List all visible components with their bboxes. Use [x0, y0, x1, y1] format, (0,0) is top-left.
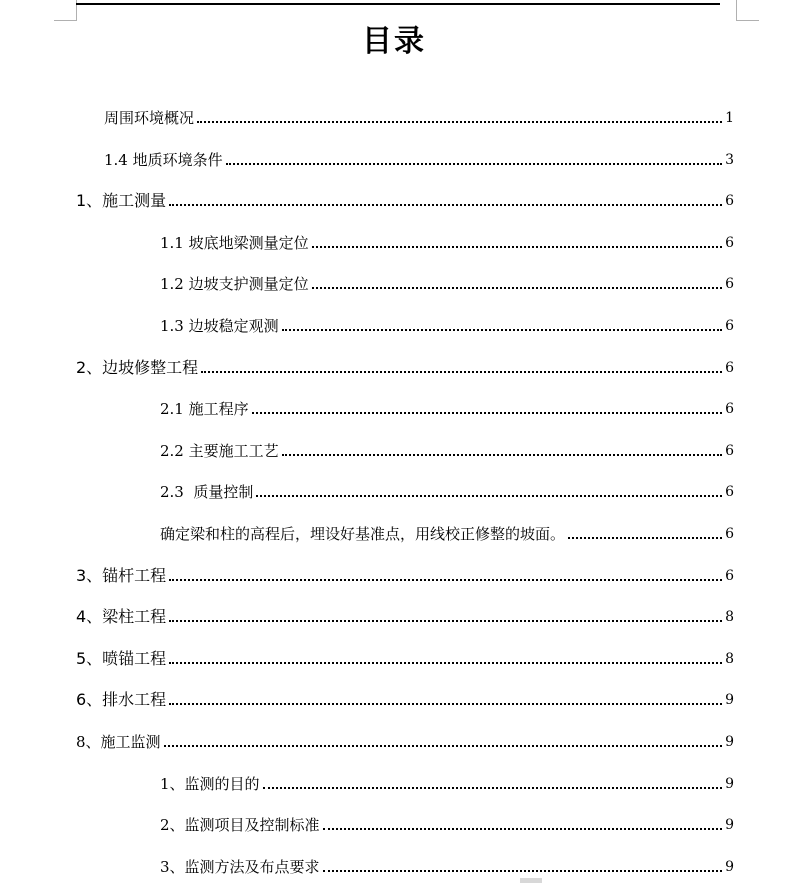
- toc-entry-page: 8: [725, 609, 734, 626]
- toc-entry-page: 6: [725, 276, 734, 293]
- toc-entry-page: 6: [725, 359, 734, 376]
- toc-leader-dots: [282, 329, 722, 331]
- toc-entry-label: 2.1 施工程序: [160, 400, 249, 419]
- toc-leader-dots: [197, 121, 722, 123]
- toc-leader-dots: [169, 620, 722, 622]
- toc-leader-dots: [201, 371, 722, 373]
- toc-entry[interactable]: [160, 437, 734, 461]
- toc-leader-dots: [312, 287, 722, 289]
- header-rule: [76, 3, 720, 5]
- toc-leader-dots: [169, 703, 722, 705]
- toc-entry[interactable]: [160, 520, 734, 544]
- toc-entry[interactable]: [76, 562, 734, 586]
- toc-entry-page: 8: [725, 650, 734, 667]
- toc-entry[interactable]: [160, 811, 734, 835]
- toc-entry-label: 确定梁和柱的高程后，埋设好基准点，用线校正修整的坡面。: [160, 525, 566, 543]
- toc-leader-dots: [312, 246, 722, 248]
- toc-entry[interactable]: [160, 853, 734, 877]
- toc-entry-page: 9: [725, 817, 734, 834]
- toc-entry-page: 6: [725, 193, 734, 210]
- toc-entry-page: 1: [725, 110, 734, 126]
- toc-entry-label: 2、监测项目及控制标准: [160, 816, 320, 835]
- toc-entry[interactable]: [76, 728, 734, 752]
- toc-entry-label: 2、边坡修整工程: [76, 357, 199, 377]
- toc-entry-label: 2.3 质量控制: [160, 483, 254, 502]
- toc-leader-dots: [252, 412, 722, 414]
- toc-entry-page: 6: [725, 567, 734, 584]
- toc-entry[interactable]: [76, 645, 734, 669]
- toc-entry[interactable]: [160, 478, 734, 502]
- toc-entry-label: 1、施工测量: [76, 191, 167, 211]
- toc-leader-dots: [323, 870, 723, 872]
- toc-entry[interactable]: [160, 229, 734, 253]
- toc-leader-dots: [164, 745, 723, 747]
- toc-entry[interactable]: [160, 312, 734, 336]
- toc-title: 目录: [362, 24, 426, 59]
- toc-leader-dots: [323, 828, 723, 830]
- toc-entry[interactable]: [76, 686, 734, 710]
- toc-entry-page: 3: [725, 151, 734, 168]
- toc-entry[interactable]: [160, 395, 734, 419]
- toc-entry-page: 6: [725, 526, 734, 542]
- toc-entry-page: 9: [725, 775, 734, 792]
- toc-entry-label: 3、监测方法及布点要求: [160, 857, 320, 876]
- toc-entry-label: 8、施工监测: [76, 733, 161, 751]
- toc-entry-label: 6、排水工程: [76, 690, 167, 710]
- toc-leader-dots: [169, 204, 722, 206]
- toc-leader-dots: [263, 787, 723, 789]
- toc-entry-page: 9: [725, 692, 734, 709]
- toc-entry[interactable]: [76, 354, 734, 378]
- toc-entry[interactable]: [160, 770, 734, 794]
- toc-entry-page: 6: [725, 442, 734, 459]
- toc-entry[interactable]: [104, 104, 734, 128]
- toc-entry-label: 1.4 地质环境条件: [104, 150, 223, 169]
- toc-leader-dots: [568, 537, 722, 539]
- toc-entry-label: 4、梁柱工程: [76, 607, 167, 627]
- toc-entry-page: 6: [725, 318, 734, 334]
- toc-entry[interactable]: [104, 146, 734, 170]
- toc-entry-label: 1.2 边坡支护测量定位: [160, 275, 309, 294]
- toc-leader-dots: [256, 495, 722, 497]
- toc-entry-label: 1、监测的目的: [160, 774, 260, 793]
- toc-entry[interactable]: [160, 270, 734, 294]
- toc-entry-label: 5、喷锚工程: [76, 648, 167, 668]
- toc-entry-label: 2.2 主要施工工艺: [160, 441, 279, 460]
- toc-entry[interactable]: [76, 187, 734, 211]
- toc-entry[interactable]: [76, 603, 734, 627]
- toc-entry-page: 6: [725, 401, 734, 418]
- toc-entry-page: 6: [725, 484, 734, 501]
- toc-leader-dots: [169, 662, 722, 664]
- toc-entry-label: 3、锚杆工程: [76, 565, 167, 585]
- toc-entry-label: 1.3 边坡稳定观测: [160, 317, 279, 335]
- scroll-indicator[interactable]: [520, 878, 542, 883]
- toc-entry-page: 6: [725, 234, 734, 251]
- toc-entry-page: 9: [725, 858, 734, 875]
- toc-entry-label: 1.1 坡底地梁测量定位: [160, 233, 309, 252]
- toc-entry-label: 周围环境概况: [104, 109, 195, 127]
- toc-leader-dots: [282, 454, 722, 456]
- toc-leader-dots: [169, 579, 722, 581]
- toc-leader-dots: [226, 163, 722, 165]
- toc-entry-page: 9: [725, 734, 734, 750]
